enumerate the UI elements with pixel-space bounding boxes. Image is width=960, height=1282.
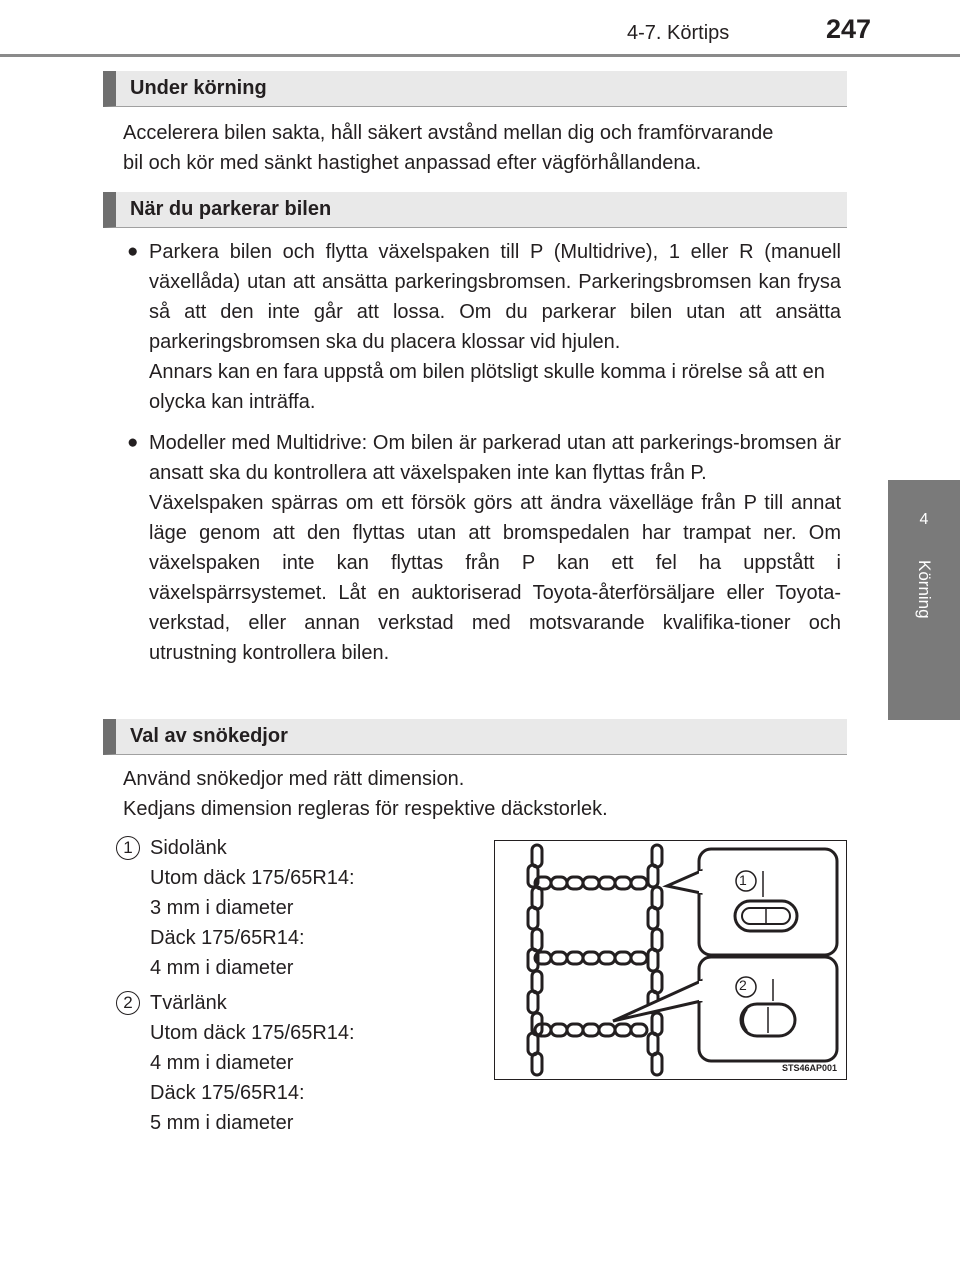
cross-chain-top: [535, 877, 647, 889]
chain-spec-cross-link: [150, 988, 355, 1138]
figure-code: STS46AP001: [781, 1063, 837, 1073]
spec-line: Utom däck 175/65R14:: [150, 867, 355, 889]
snow-chain-illustration: [494, 840, 847, 1080]
chain-spec-side-link: [150, 833, 355, 983]
bullet-text: Parkera bilen och flytta växelspaken till P (Multidrive), 1 eller R (manuell växellåda) utan att ansätta parkeringsbromsen. Parkeringsbromsen kan frysa så att den inte går att lossa. Om du parkerar bilen utan att ansätta parkeringsbromsen ska du placera klossar vid hjulen.: [149, 241, 841, 353]
bullet-icon: ●: [127, 432, 139, 453]
driving-paragraph: [123, 118, 841, 178]
spec-name: Sidolänk: [150, 837, 227, 859]
section-title: Under körning: [130, 77, 267, 99]
chapter-side-tab: [888, 480, 960, 720]
section-title: Val av snökedjor: [130, 725, 288, 747]
spec-line: Däck 175/65R14:: [150, 927, 305, 949]
bullet-item: [123, 237, 841, 417]
paragraph-line: bil och kör med sänkt hastighet anpassad efter vägförhållandena.: [123, 152, 702, 174]
side-chain-right: [648, 845, 662, 1075]
spec-line: 4 mm i diameter: [150, 957, 294, 979]
chains-intro: [123, 764, 841, 824]
running-header-section: 4-7. Körtips: [627, 22, 730, 44]
paragraph-line: Accelerera bilen sakta, håll säkert avstånd mellan dig och framförvarande: [123, 122, 774, 144]
cross-chain-middle: [535, 952, 647, 964]
item-number-badge: 2: [116, 991, 140, 1015]
spec-name: Tvärlänk: [150, 992, 227, 1014]
spec-line: Däck 175/65R14:: [150, 1082, 305, 1104]
bullet-icon: ●: [127, 241, 139, 262]
chapter-title: Körning: [915, 560, 934, 619]
callout-box-side-link: [667, 849, 837, 955]
cross-chain-bottom: [535, 1024, 647, 1036]
callout-number: 2: [739, 977, 747, 993]
spec-line: 4 mm i diameter: [150, 1052, 294, 1074]
section-heading-parking: [103, 192, 847, 228]
paragraph-line: Använd snökedjor med rätt dimension.: [123, 768, 465, 790]
section-title: När du parkerar bilen: [130, 198, 332, 220]
bullet-text: Modeller med Multidrive: Om bilen är parkerad utan att parkerings-bromsen är ansatt ska du kontrollera att växelspaken inte kan flyttas från P.: [149, 432, 841, 484]
page-number: 247: [826, 14, 872, 44]
header-rule: [0, 54, 960, 57]
chapter-number: 4: [919, 511, 929, 528]
item-number-badge: 1: [116, 836, 140, 860]
bullet-note: Växelspaken spärras om ett försök görs att ändra växelläge från P till annat läge genom att den flyttas utan att bromspedalen har trampat ner. Om växelspaken inte kan flyttas från P kan ett fel ha uppstått i växelspärrsystemet. Låt en auktoriserad Toyota-återförsäljare eller Toyota-verkstad, eller annan verkstad med motsvarande kvalifika-tioner och utrustning kontrollera bilen.: [149, 492, 841, 664]
spec-line: Utom däck 175/65R14:: [150, 1022, 355, 1044]
section-heading-chains: [103, 719, 847, 755]
section-heading-driving: [103, 71, 847, 107]
spec-line: 5 mm i diameter: [150, 1112, 294, 1134]
paragraph-line: Kedjans dimension regleras för respektive däckstorlek.: [123, 798, 608, 820]
spec-line: 3 mm i diameter: [150, 897, 294, 919]
bullet-item: [123, 428, 841, 668]
callout-number: 1: [739, 872, 747, 888]
snow-chain-drawing: [495, 841, 846, 1079]
bullet-note: Annars kan en fara uppstå om bilen plötsligt skulle komma i rörelse så att en olycka kan inträffa.: [149, 361, 825, 413]
